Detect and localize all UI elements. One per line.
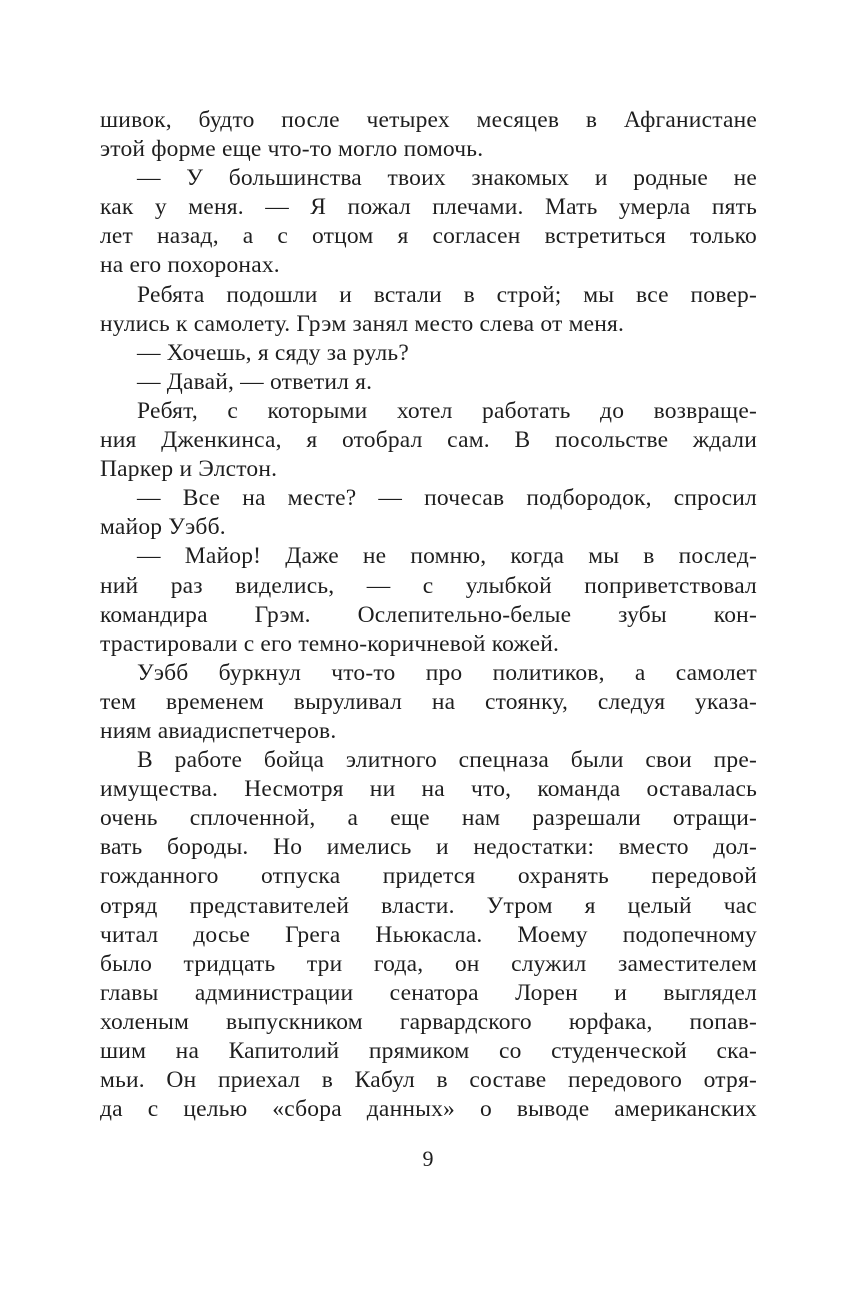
text-line: очень сплоченной, а еще нам разрешали отращи- xyxy=(100,805,757,832)
text-line: — Все на месте? — почесав подбородок, спросил xyxy=(137,485,757,512)
text-line: главы администрации сенатора Лорен и выглядел xyxy=(100,979,757,1006)
paragraph xyxy=(100,164,757,280)
paragraph xyxy=(100,339,757,368)
text-line: этой форме еще что-то могло помочь. xyxy=(100,136,484,163)
page-number: 9 xyxy=(422,1146,434,1171)
paragraph xyxy=(100,368,757,397)
text-line: шивок, будто после четырех месяцев в Афганистане xyxy=(100,107,757,133)
text-line: ний раз виделись, — с улыбкой поприветствовал xyxy=(100,572,757,599)
paragraph xyxy=(100,542,757,658)
text-line: Ребят, с которыми хотел работать до возвраще- xyxy=(137,397,757,424)
text-line: — У большинства твоих знакомых и родные не xyxy=(137,165,757,192)
paragraph xyxy=(100,746,757,1124)
text-line: — Хочешь, я сяду за руль? xyxy=(137,339,409,366)
text-line: мьи. Он приехал в Кабул в составе передового отря- xyxy=(100,1067,757,1094)
text-line: ния Дженкинса, я отобрал сам. В посольстве ждали xyxy=(100,427,757,454)
text-line: тем временем выруливал на стоянку, следуя указа- xyxy=(100,688,757,715)
text-line: имущества. Несмотря ни на что, команда оставалась xyxy=(100,776,757,803)
text-line: ниям авиадиспетчеров. xyxy=(100,717,337,744)
text-line: Ребята подошли и встали в строй; мы все повер- xyxy=(137,281,757,308)
text-line: лет назад, а с отцом я согласен встретиться только xyxy=(100,223,757,250)
text-line: читал досье Грега Ньюкасла. Моему подопечному xyxy=(100,921,757,948)
text-line: шим на Капитолий прямиком со студенческой ска- xyxy=(100,1038,757,1064)
text-line: майор Уэбб. xyxy=(100,514,226,541)
text-line: нулись к самолету. Грэм занял место слева от меня. xyxy=(100,310,625,337)
text-line: Паркер и Элстон. xyxy=(100,456,278,483)
text-line: вать бороды. Но имелись и недостатки: вместо дол- xyxy=(100,834,757,861)
text-line: на его похоронах. xyxy=(100,252,280,279)
paragraph xyxy=(100,484,757,542)
text-line: гожданного отпуска придется охранять передовой xyxy=(100,863,757,890)
paragraph xyxy=(100,281,757,339)
text-line: было тридцать три года, он служил заместителем xyxy=(100,950,757,977)
paragraph xyxy=(100,106,757,164)
paragraph xyxy=(100,659,757,746)
text-line: командира Грэм. Ослепительно-белые зубы кон- xyxy=(100,601,757,628)
text-line: отряд представителей власти. Утром я целый час xyxy=(100,892,757,919)
page-text xyxy=(100,106,757,1124)
text-line: трастировали с его темно-коричневой кожей. xyxy=(100,630,560,657)
text-line: Уэбб буркнул что-то про политиков, а самолет xyxy=(137,659,757,686)
paragraph xyxy=(100,397,757,484)
text-line: как у меня. — Я пожал плечами. Мать умерла пять xyxy=(100,194,757,221)
text-line: — Майор! Даже не помню, когда мы в послед- xyxy=(137,543,757,570)
text-line: холеным выпускником гарвардского юрфака, попав- xyxy=(100,1008,757,1035)
text-line: да с целью «сбора данных» о выводе американских xyxy=(100,1096,757,1123)
text-line: — Давай, — ответил я. xyxy=(137,368,373,395)
text-line: В работе бойца элитного спецназа были свои пре- xyxy=(137,747,757,774)
